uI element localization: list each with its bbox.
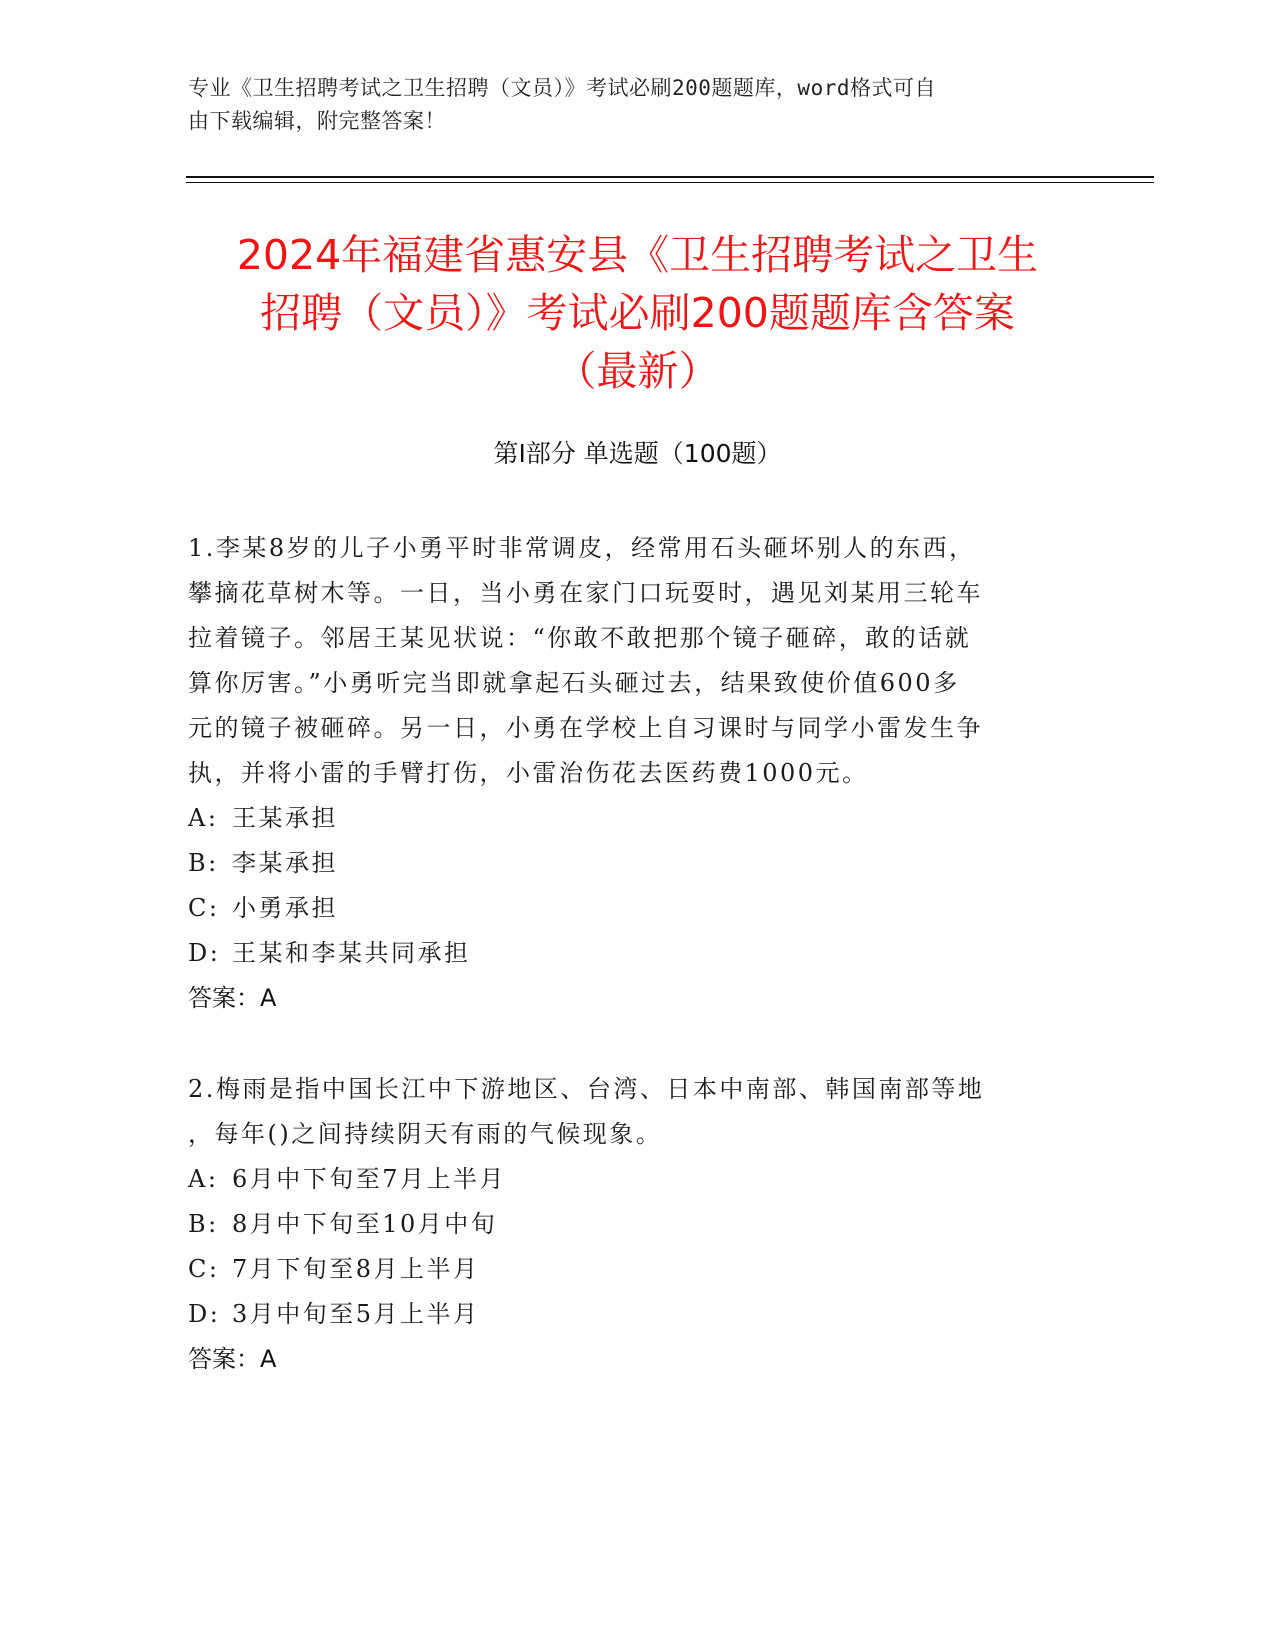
option-b <box>188 1202 1068 1247</box>
title-line: （最新） <box>555 347 720 395</box>
option-a <box>188 1157 1068 1202</box>
header-divider-thick <box>186 176 1154 178</box>
stem-line: ，每年()之间持续阴天有雨的气候现象。 <box>188 1120 663 1148</box>
question-list <box>188 526 1068 1428</box>
option-b <box>188 841 1068 886</box>
option-key: B: <box>188 849 219 877</box>
option-c <box>188 1247 1068 1292</box>
section-heading: 第Ⅰ部分 单选题（100题） <box>493 439 782 468</box>
question-item <box>188 526 1068 1021</box>
option-text: 7月下旬至8月上半月 <box>232 1255 480 1283</box>
stem-line: 2.梅雨是指中国长江中下游地区、台湾、日本中南部、韩国南部等地 <box>188 1075 985 1103</box>
stem-line: 执，并将小雷的手臂打伤，小雷治伤花去医药费1000元。 <box>188 759 869 787</box>
stem-line: 拉着镜子。邻居王某见状说：“你敢不敢把那个镜子砸碎，敢的话就 <box>188 624 972 652</box>
option-text: 小勇承担 <box>232 894 338 922</box>
option-key: C: <box>188 1255 220 1283</box>
answer-line: 答案：A <box>188 1345 277 1373</box>
option-a <box>188 796 1068 841</box>
option-text: 李某承担 <box>232 849 338 877</box>
stem-line: 攀摘花草树木等。一日，当小勇在家门口玩耍时，遇见刘某用三轮车 <box>188 579 983 607</box>
question-stem <box>188 1067 1068 1157</box>
header-note-line: 专业《卫生招聘考试之卫生招聘（文员）》考试必刷200题题库，word格式可自 <box>188 76 936 100</box>
question-stem <box>188 526 1068 796</box>
option-text: 3月中旬至5月上半月 <box>232 1300 480 1328</box>
option-text: 王某和李某共同承担 <box>232 939 471 967</box>
option-text: 8月中下旬至10月中旬 <box>232 1210 498 1238</box>
answer-line: 答案：A <box>188 984 277 1012</box>
option-d <box>188 1292 1068 1337</box>
option-key: B: <box>188 1210 219 1238</box>
stem-line: 1.李某8岁的儿子小勇平时非常调皮，经常用石头砸坏别人的东西， <box>188 534 976 562</box>
stem-line: 算你厉害。”小勇听完当即就拿起石头砸过去，结果致使价值600多 <box>188 669 960 697</box>
header-note-line: 由下载编辑，附完整答案！ <box>188 109 446 133</box>
option-c <box>188 886 1068 931</box>
option-text: 6月中下旬至7月上半月 <box>232 1165 507 1193</box>
stem-line: 元的镜子被砸碎。另一日，小勇在学校上自习课时与同学小雷发生争 <box>188 714 983 742</box>
option-key: C: <box>188 894 220 922</box>
document-title <box>150 226 1125 400</box>
option-key: D: <box>188 1300 221 1328</box>
option-text: 王某承担 <box>232 804 338 832</box>
question-item <box>188 1067 1068 1382</box>
title-line: 招聘（文员）》考试必刷200题题库含答案 <box>260 289 1015 337</box>
option-key: D: <box>188 939 221 967</box>
header-divider-thin <box>186 182 1154 183</box>
title-line: 2024年福建省惠安县《卫生招聘考试之卫生 <box>236 231 1039 279</box>
header-note <box>188 72 1058 138</box>
option-key: A: <box>188 1165 219 1193</box>
option-d <box>188 931 1068 976</box>
option-key: A: <box>188 804 219 832</box>
